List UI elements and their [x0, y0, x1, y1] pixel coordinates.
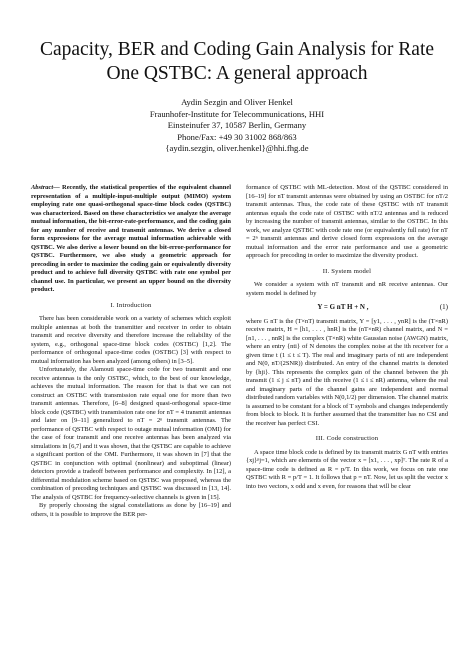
author-block	[40, 97, 434, 155]
right-column	[246, 184, 448, 491]
address: Einsteinufer 37, 10587 Berlin, Germany	[167, 120, 307, 131]
equation-1	[246, 303, 448, 312]
authors: Aydin Sezgin and Oliver Henkel	[181, 97, 293, 107]
abstract-label: Abstract	[31, 184, 54, 191]
phone-fax: Phone/Fax: +49 30 31002 868/863	[177, 131, 297, 142]
abstract	[31, 184, 231, 295]
title-line-1: Capacity, BER and Coding Gain Analysis for Rate	[39, 39, 435, 60]
equation-1-number: (1)	[439, 303, 448, 311]
equation-1-body: Y = G nT H + N ,	[317, 303, 369, 311]
section-heading-system-model: II. System model	[322, 267, 372, 275]
left-column	[31, 184, 231, 519]
intro-paragraph-3: By properly choosing the signal constellations as done by [16–19] and others, it is possible to improve the BER per-	[31, 502, 231, 518]
email: {aydin.sezgin, oliver.henkel}@hhi.fhg.de	[165, 143, 309, 154]
system-model-paragraph-1: We consider a system with nT transmit and nR receive antennas. Our system model is defined by	[246, 281, 448, 297]
code-construction-paragraph-1: A space time block code is defined by its transmit matrix G nT with entries {xj}ᵖj=1, which are elements of the vector x = [x1, . . . , xp]ᵀ. The rate R of a space-time code is defined as R = p/T. In this work, we focus on rate one QSTBC with R = p/T = 1. It follows that p = nT. Now, let us split the vector x into two vectors, x odd and x even, for reasons that will be clear	[246, 448, 448, 490]
affiliation: Fraunhofer-Institute for Telecommunications, HHI	[149, 108, 325, 119]
paper-title	[20, 38, 454, 86]
section-heading-code-construction: III. Code construction	[315, 435, 379, 442]
title-line-2: One QSTBC: A general approach	[106, 63, 368, 84]
intro-continuation: formance of QSTBC with ML-detection. Most of the QSTBC considered in [16–19] for nT transmit antennas were obtained by using an OSTBC for nT/2 transmit antennas. Thus, the code rate of these QSTBC with nT transmit antennas equals the code rate of OSTBC with nT/2 antennas and is reduced by increasing the number of transmit antennas, similar to the OSTBC. In this work, we analyze QSTBC with code rate one (or equivalently full rate) for nT = 2ⁿ transmit antennas and derive closed form expressions on the average mutual information and the error rate performance and use a geometric approach for precoding in order to maximize the diversity product.	[246, 184, 448, 259]
intro-paragraph-1: There has been considerable work on a variety of schemes which exploit multiple antennas at both the transmitter and receiver in order to obtain transmit and receive diversity and therefore increase the reliability of the system, e.g., orthogonal space-time block codes (OSTBC) [1,2]. The performance of orthogonal space-time codes (OSTBC) [3] with respect to mutual information has been analyzed (among others) in [3–5].	[31, 315, 231, 365]
abstract-text: — Recently, the statistical properties of the equivalent channel representation of a multiple-input-multiple output (MIMO) system employing rate one quasi-orthogonal space-time block codes (QSTBC) was characterized. Based on these characteristics we analyze the average mutual information, the bit-error-rate-performance, and the coding gain for any number of receive and transmit antennas. We derive a closed form expressions for the average mutual information achievable with QSTBC. We also derive a lower bound on the bit-error-performance for QSTBC. Furthermore, we also study a geometric approach for precoding in order to maximize the coding gain or equivalently diversity product and to achieve full diversity QSTBC with rate one symbol per channel use. In particular, we present an upper bound on the diversity product.	[31, 184, 231, 293]
system-model-paragraph-2: where G nT is the (T×nT) transmit matrix, Y = [y1, . . . , ynR] is the (T×nR) receive matrix, H = [h1, . . . , hnR] is the (nT×nR) channel matrix, and N = [n1, . . . , nnR] is the complex (T×nR) white Gaussian noise (AWGN) matrix, where an entry {nti} of N denotes the complex noise at the ith receiver for a given time t (1 ≤ t ≤ T). The real and imaginary parts of nti are independent and N(0, nT/(2SNR)) distributed. An entry of the channel matrix is denoted by {hji}. This represents the complex gain of the channel between the jth transmit (1 ≤ j ≤ nT) and the ith receive (1 ≤ i ≤ nR) antenna, where the real and imaginary parts of the channel gains are independent and normal distributed random variables with N(0,1/2) per dimension. The channel matrix is assumed to be constant for a block of T symbols and changes independently from block to block. It is further assumed that the transmitter has no CSI and the receiver has perfect CSI.	[246, 317, 448, 427]
section-heading-introduction: I. Introduction	[110, 301, 152, 309]
intro-paragraph-2: Unfortunately, the Alamouti space-time code for two transmit and one receive antennas is the only OSTBC, which, to the best of our knowledge, achieves the mutual information. The reason for that is that we can not construct an OSTBC with transmission rate equal one for more than two transmit antennas. Therefore, [6–8] designed quasi-orthogonal space-time block code (QSTBC) with transmission rate one for nT = 4 transmit antennas and later on [9–11] generalized to nT = 2ⁿ transmit antennas. The performance of QSTBC with respect to outage mutual information (OMI) for the case of four transmit and one receive antennas has been analyzed via simulations in [6,7] and it was shown, that the QSTBC are capable to achieve a significant portion of the OMI. Furthermore, it was shown in [7] that the QSTBC in conjunction with optimal (nonlinear) and suboptimal (linear) detectors provide a tradeoff between performance and complexity. In [12], a differential modulation scheme based on QSTBC was proposed, whereas the combination of precoding techniques and QSTBC was discussed in [13, 14]. The analysis of QSTBC for frequency-selective channels is given in [15].	[31, 366, 231, 501]
